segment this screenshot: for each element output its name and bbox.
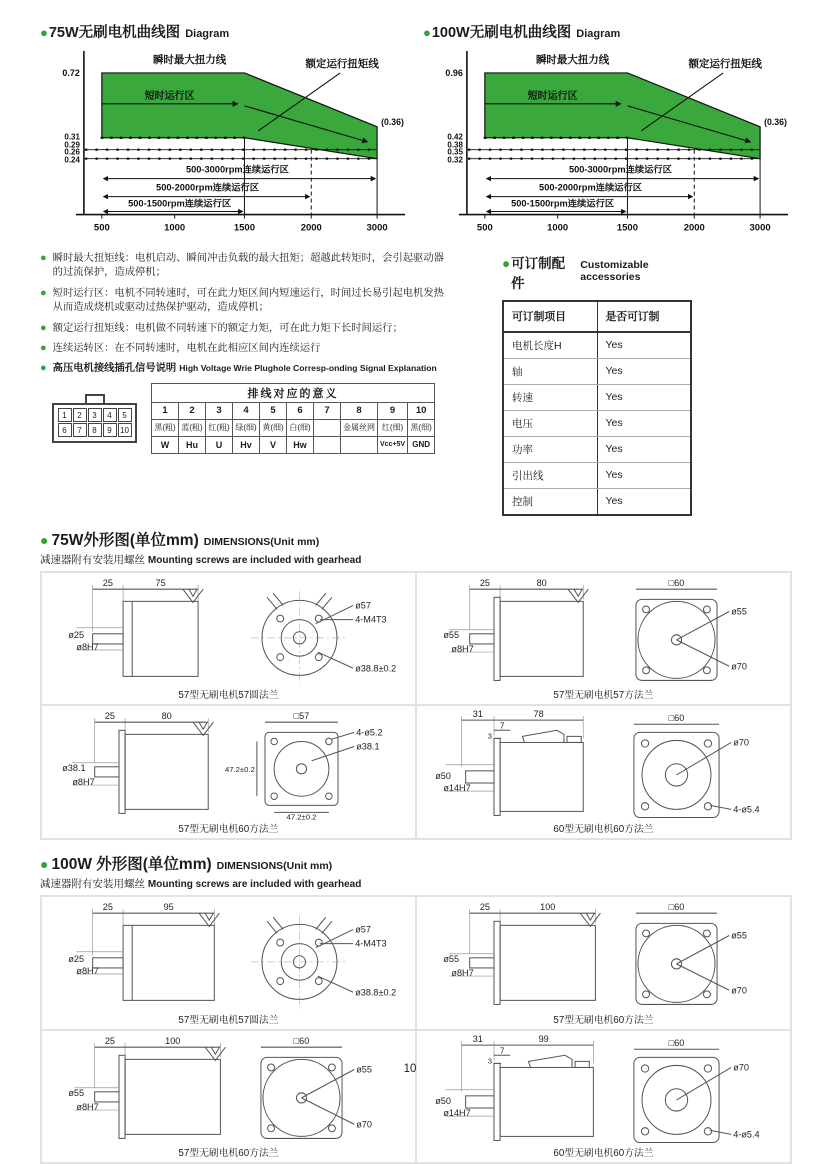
y-tick-3: 0.26 xyxy=(64,147,80,157)
dim-pilot-circle: ø70 xyxy=(731,661,747,672)
note-short-zone xyxy=(40,287,452,316)
dim-shaft-fit: ø8H7 xyxy=(76,1101,99,1112)
pin-2: 2 xyxy=(73,408,87,422)
green-dot-icon: ● xyxy=(40,25,48,40)
x-tick-500: 500 xyxy=(476,221,493,233)
drawings-100w xyxy=(40,895,792,1164)
dim-flange-square: □60 xyxy=(668,578,685,589)
pin-10: 10 xyxy=(118,423,132,437)
drawing-caption: 57型无刷电机60方法兰 xyxy=(178,1148,279,1160)
torque-speed-chart-75w xyxy=(40,43,409,242)
x-tick-1500: 1500 xyxy=(616,221,638,233)
zone3-label: 500-1500rpm连续运行区 xyxy=(128,198,232,209)
end-value: (0.36) xyxy=(764,116,787,127)
pin-4: 4 xyxy=(103,408,117,422)
table-row: 轴 Yes xyxy=(503,358,691,384)
operating-region xyxy=(485,72,760,158)
wire-signal-table xyxy=(151,383,435,454)
motor-drawing xyxy=(421,575,786,687)
pin-7: 7 xyxy=(73,423,87,437)
y-tick-1: 0.31 xyxy=(64,132,80,142)
drawing-100w-57-round-flange xyxy=(41,896,416,1030)
dim-body-circle: ø55 xyxy=(731,930,747,941)
y-tick-4: 0.24 xyxy=(64,155,80,165)
drawing-caption: 57型无刷电机60方法兰 xyxy=(553,1014,654,1026)
x-tick-1500: 1500 xyxy=(233,221,255,233)
y-tick-1: 0.42 xyxy=(447,132,463,142)
dim-body-circle: ø55 xyxy=(731,606,747,617)
dim-body-diameter: ø55 xyxy=(443,953,460,964)
dim-shaft-fit: ø14H7 xyxy=(443,783,471,794)
note-continuous-zone xyxy=(40,342,452,356)
chart-title-zh: 100W无刷电机曲线图 xyxy=(431,25,572,41)
dim-front-length: 25 xyxy=(479,902,490,913)
dim-mount-holes: 4-M4T3 xyxy=(355,938,387,949)
y-tick-4: 0.32 xyxy=(447,155,463,165)
dim-pilot-circle: ø70 xyxy=(731,985,747,996)
note-text: 额定运行扭矩线：电机做不同转速下的额定力矩，可在此力矩下长时间运行； xyxy=(52,322,403,334)
drawing-75w-60-square-flange xyxy=(41,705,416,839)
green-dot-icon: ● xyxy=(502,255,511,271)
page-number: 10 xyxy=(403,1063,417,1075)
note-max-torque xyxy=(40,252,452,281)
dim-body-diameter: ø55 xyxy=(68,1087,85,1098)
chart-75w-title xyxy=(40,26,409,41)
note-text: 短时运行区：电机不同转速时，可在此力矩区间内短速运行，时间过长易引起电机发热从而造成烧机或驱动过热保护驱动，造成停机； xyxy=(52,287,444,314)
drawing-100w-60-type xyxy=(416,1030,791,1164)
drawing-caption: 60型无刷电机60方法兰 xyxy=(553,823,654,835)
green-dot-icon: ● xyxy=(40,362,47,375)
dim-pilot-circle: ø70 xyxy=(733,1062,749,1073)
y-tick-top: 0.72 xyxy=(62,67,80,78)
section-75w-dimensions-header xyxy=(40,528,792,550)
green-dot-icon: ● xyxy=(40,855,49,872)
dim-front-length: 31 xyxy=(472,709,483,720)
green-dot-icon: ● xyxy=(40,341,47,354)
signal-title-zh: 高压电机接线插孔信号说明 xyxy=(52,363,177,375)
dim-shaft-fit: ø8H7 xyxy=(451,644,474,655)
x-tick-3000: 3000 xyxy=(749,221,771,233)
pin-5: 5 xyxy=(118,408,132,422)
notes-column xyxy=(40,252,452,516)
middle-row xyxy=(40,252,792,516)
y-tick-top: 0.96 xyxy=(445,67,463,78)
acc-header-item: 可订制项目 xyxy=(503,301,597,332)
note-text: 瞬时最大扭矩线：电机启动、瞬间冲击负载的最大扭矩；超越此转矩时，会引起驱动器的过流保护，造成停机； xyxy=(52,252,444,279)
note-text: 连续运转区：在不同转速时，电机在此相应区间内连续运行 xyxy=(52,342,321,354)
label-short-zone: 短时运行区 xyxy=(527,90,578,102)
dim-hole-pitch-horizontal: 47.2±0.2 xyxy=(286,812,317,820)
zone2-label: 500-2000rpm连续运行区 xyxy=(156,182,260,193)
pin-6: 6 xyxy=(58,423,72,437)
accessories-title-en: Customizable accessories xyxy=(580,258,649,283)
drawing-100w-60-square-flange-1 xyxy=(416,896,791,1030)
green-dot-icon: ● xyxy=(40,321,47,334)
dim-mount-holes: 4-M4T3 xyxy=(355,614,387,625)
dim-body-diameter: ø38.1 xyxy=(62,763,86,774)
dim-mount-holes: 4-ø5.2 xyxy=(356,727,383,738)
drawing-caption: 57型无刷电机60方法兰 xyxy=(178,823,279,835)
dim-shaft-fit: ø8H7 xyxy=(451,968,474,979)
dim-flange-diameter: ø57 xyxy=(355,600,371,611)
motor-drawing xyxy=(46,575,411,687)
section-title-en: DIMENSIONS(Unit mm) xyxy=(203,535,320,548)
dim-body-length: 78 xyxy=(533,709,544,720)
y-tick-2: 0.38 xyxy=(447,140,463,150)
drawing-caption: 60型无刷电机60方法兰 xyxy=(553,1148,654,1160)
x-tick-1000: 1000 xyxy=(164,221,186,233)
chart-100w xyxy=(423,26,792,242)
section-100w-dimensions-header xyxy=(40,852,792,874)
section-title-zh: 100W 外形图(单位mm) xyxy=(51,855,212,873)
dim-body-length: 100 xyxy=(165,1035,181,1046)
dim-body-length: 75 xyxy=(155,578,166,589)
dim-body-length: 95 xyxy=(163,902,174,913)
table-row: 转速 Yes xyxy=(503,384,691,410)
drawing-caption: 57型无刷电机57圆法兰 xyxy=(178,690,279,702)
pin-3: 3 xyxy=(88,408,102,422)
dim-step2: 3 xyxy=(487,1055,492,1065)
table-row: 引出线 Yes xyxy=(503,462,691,488)
table-row: 功率 Yes xyxy=(503,436,691,462)
x-tick-2000: 2000 xyxy=(300,221,322,233)
signal-title-en: High Voltage Wrie Plughole Corresp-onding Signal Explanation xyxy=(179,363,437,374)
green-dot-icon: ● xyxy=(40,286,47,299)
section-75w-subtitle: 减速器附有安装用螺丝 Mounting screws are included with gearhead xyxy=(40,553,362,566)
dim-flange-diameter: ø57 xyxy=(355,924,371,935)
dim-mount-holes: 4-ø5.4 xyxy=(733,804,760,815)
dim-flange-square: □60 xyxy=(668,1037,685,1048)
dim-mount-holes: 4-ø5.4 xyxy=(733,1128,760,1139)
dim-shaft-fit: ø8H7 xyxy=(72,777,95,788)
dim-hole-pitch-vertical: 47.2±0.2 xyxy=(224,765,255,775)
table-row: 电机长度H Yes xyxy=(503,332,691,359)
drawing-100w-60-square-flange-2 xyxy=(41,1030,416,1164)
motor-drawing xyxy=(46,899,411,1011)
dim-step1: 7 xyxy=(499,721,505,731)
dim-bolt-circle: ø38.8±0.2 xyxy=(355,987,397,998)
pin-1: 1 xyxy=(58,408,72,422)
dim-body-length: 99 xyxy=(538,1033,549,1044)
dim-bolt-circle: ø38.8±0.2 xyxy=(355,663,397,674)
drawing-75w-57-round-flange xyxy=(41,572,416,706)
drawing-75w-60-type xyxy=(416,705,791,839)
label-rated-torque: 额定运行扭矩线 xyxy=(305,58,379,70)
accessories-title-zh: 可订制配件 xyxy=(511,255,566,291)
zone2-label: 500-2000rpm连续运行区 xyxy=(539,182,643,193)
dim-pilot-circle: ø70 xyxy=(733,737,749,748)
dim-front-length: 25 xyxy=(104,1035,115,1046)
wire-table-title: 排线对应的意义 xyxy=(152,383,435,402)
table-row: 电压 Yes xyxy=(503,410,691,436)
dim-body-diameter: ø50 xyxy=(435,771,451,782)
dim-front-length: 25 xyxy=(102,578,113,589)
section-100w-subtitle: 减速器附有安装用螺丝 Mounting screws are included with gearhead xyxy=(40,877,362,890)
note-rated-line xyxy=(40,322,452,336)
y-tick-2: 0.29 xyxy=(64,140,80,150)
x-tick-3000: 3000 xyxy=(366,221,388,233)
motor-drawing xyxy=(421,899,786,1011)
signal-explanation-title xyxy=(40,362,452,376)
zone1-label: 500-3000rpm连续运行区 xyxy=(568,164,672,175)
label-rated-torque: 额定运行扭矩线 xyxy=(688,58,762,70)
accessories-column xyxy=(502,252,707,516)
dim-flange-square: □60 xyxy=(293,1035,310,1046)
dim-front-length: 25 xyxy=(479,578,490,589)
dim-body-length: 100 xyxy=(540,902,556,913)
dim-pilot-circle: ø38.1 xyxy=(356,742,380,753)
connector-plug-icon xyxy=(52,394,137,443)
end-value: (0.36) xyxy=(381,116,404,127)
zone1-label: 500-3000rpm连续运行区 xyxy=(185,164,289,175)
section-title-zh: 75W外形图(单位mm) xyxy=(51,531,199,549)
motor-drawing xyxy=(46,1033,411,1145)
chart-title-en: Diagram xyxy=(185,28,230,40)
section-title-en: DIMENSIONS(Unit mm) xyxy=(216,859,333,872)
chart-75w xyxy=(40,26,409,242)
table-row: 控制 Yes xyxy=(503,488,691,515)
dim-body-circle: ø55 xyxy=(356,1064,372,1075)
dim-step2: 3 xyxy=(487,731,492,741)
drawing-caption: 57型无刷电机57圆法兰 xyxy=(178,1014,279,1026)
dim-pilot-circle: ø70 xyxy=(356,1118,372,1129)
accessories-title xyxy=(502,252,707,292)
x-tick-500: 500 xyxy=(93,221,110,233)
dim-body-diameter: ø55 xyxy=(443,629,460,640)
motor-drawing xyxy=(421,1033,786,1145)
dim-body-length: 80 xyxy=(161,711,172,722)
x-tick-2000: 2000 xyxy=(683,221,705,233)
dim-body-diameter: ø50 xyxy=(435,1095,451,1106)
wire-signal-row: W Hu U Hv V Hw Vcc+5V GND xyxy=(152,436,435,453)
dim-front-length: 25 xyxy=(104,711,115,722)
wire-assignment-row xyxy=(40,383,452,454)
accessories-table xyxy=(502,300,692,516)
y-tick-3: 0.35 xyxy=(447,147,463,157)
dim-body-length: 80 xyxy=(536,578,547,589)
dim-front-length: 31 xyxy=(472,1033,483,1044)
zone3-label: 500-1500rpm连续运行区 xyxy=(511,198,615,209)
operating-region xyxy=(102,72,377,158)
motor-drawing xyxy=(46,708,411,820)
chart-title-zh: 75W无刷电机曲线图 xyxy=(48,25,181,41)
label-max-torque: 瞬时最大扭力线 xyxy=(535,54,610,66)
dim-step1: 7 xyxy=(499,1045,505,1055)
charts-row xyxy=(40,26,792,242)
dim-flange-square: □60 xyxy=(668,902,685,913)
green-dot-icon: ● xyxy=(40,531,49,548)
drawing-75w-57-square-flange xyxy=(416,572,791,706)
dim-shaft-step: ø25 xyxy=(68,629,85,640)
drawing-caption: 57型无刷电机57方法兰 xyxy=(553,690,654,702)
chart-title-en: Diagram xyxy=(576,28,621,40)
pin-9: 9 xyxy=(103,423,117,437)
dim-flange-square: □60 xyxy=(668,713,685,724)
pin-8: 8 xyxy=(88,423,102,437)
drawings-75w xyxy=(40,571,792,840)
green-dot-icon: ● xyxy=(423,25,431,40)
label-short-zone: 短时运行区 xyxy=(144,90,195,102)
dim-front-length: 25 xyxy=(102,902,113,913)
dim-shaft-step: ø25 xyxy=(68,953,85,964)
green-dot-icon: ● xyxy=(40,251,47,264)
dim-flange-square: □57 xyxy=(293,711,310,722)
dim-shaft-fit: ø8H7 xyxy=(76,966,99,977)
wire-number-row: 1 2 3 4 5 6 7 8 9 10 xyxy=(152,402,435,419)
wire-color-row: 黑(粗) 蓝(粗) 红(粗) 绿(细) 黄(细) 白(细) 金属丝网 红(细) 黑(细) xyxy=(152,419,435,436)
dim-shaft-fit: ø14H7 xyxy=(443,1107,471,1118)
torque-speed-chart-100w xyxy=(423,43,792,242)
chart-100w-title xyxy=(423,26,792,41)
motor-drawing xyxy=(421,708,786,820)
x-tick-1000: 1000 xyxy=(547,221,569,233)
acc-header-yesno: 是否可订制 xyxy=(597,301,691,332)
label-max-torque: 瞬时最大扭力线 xyxy=(152,54,227,66)
dim-shaft-fit: ø8H7 xyxy=(76,641,99,652)
